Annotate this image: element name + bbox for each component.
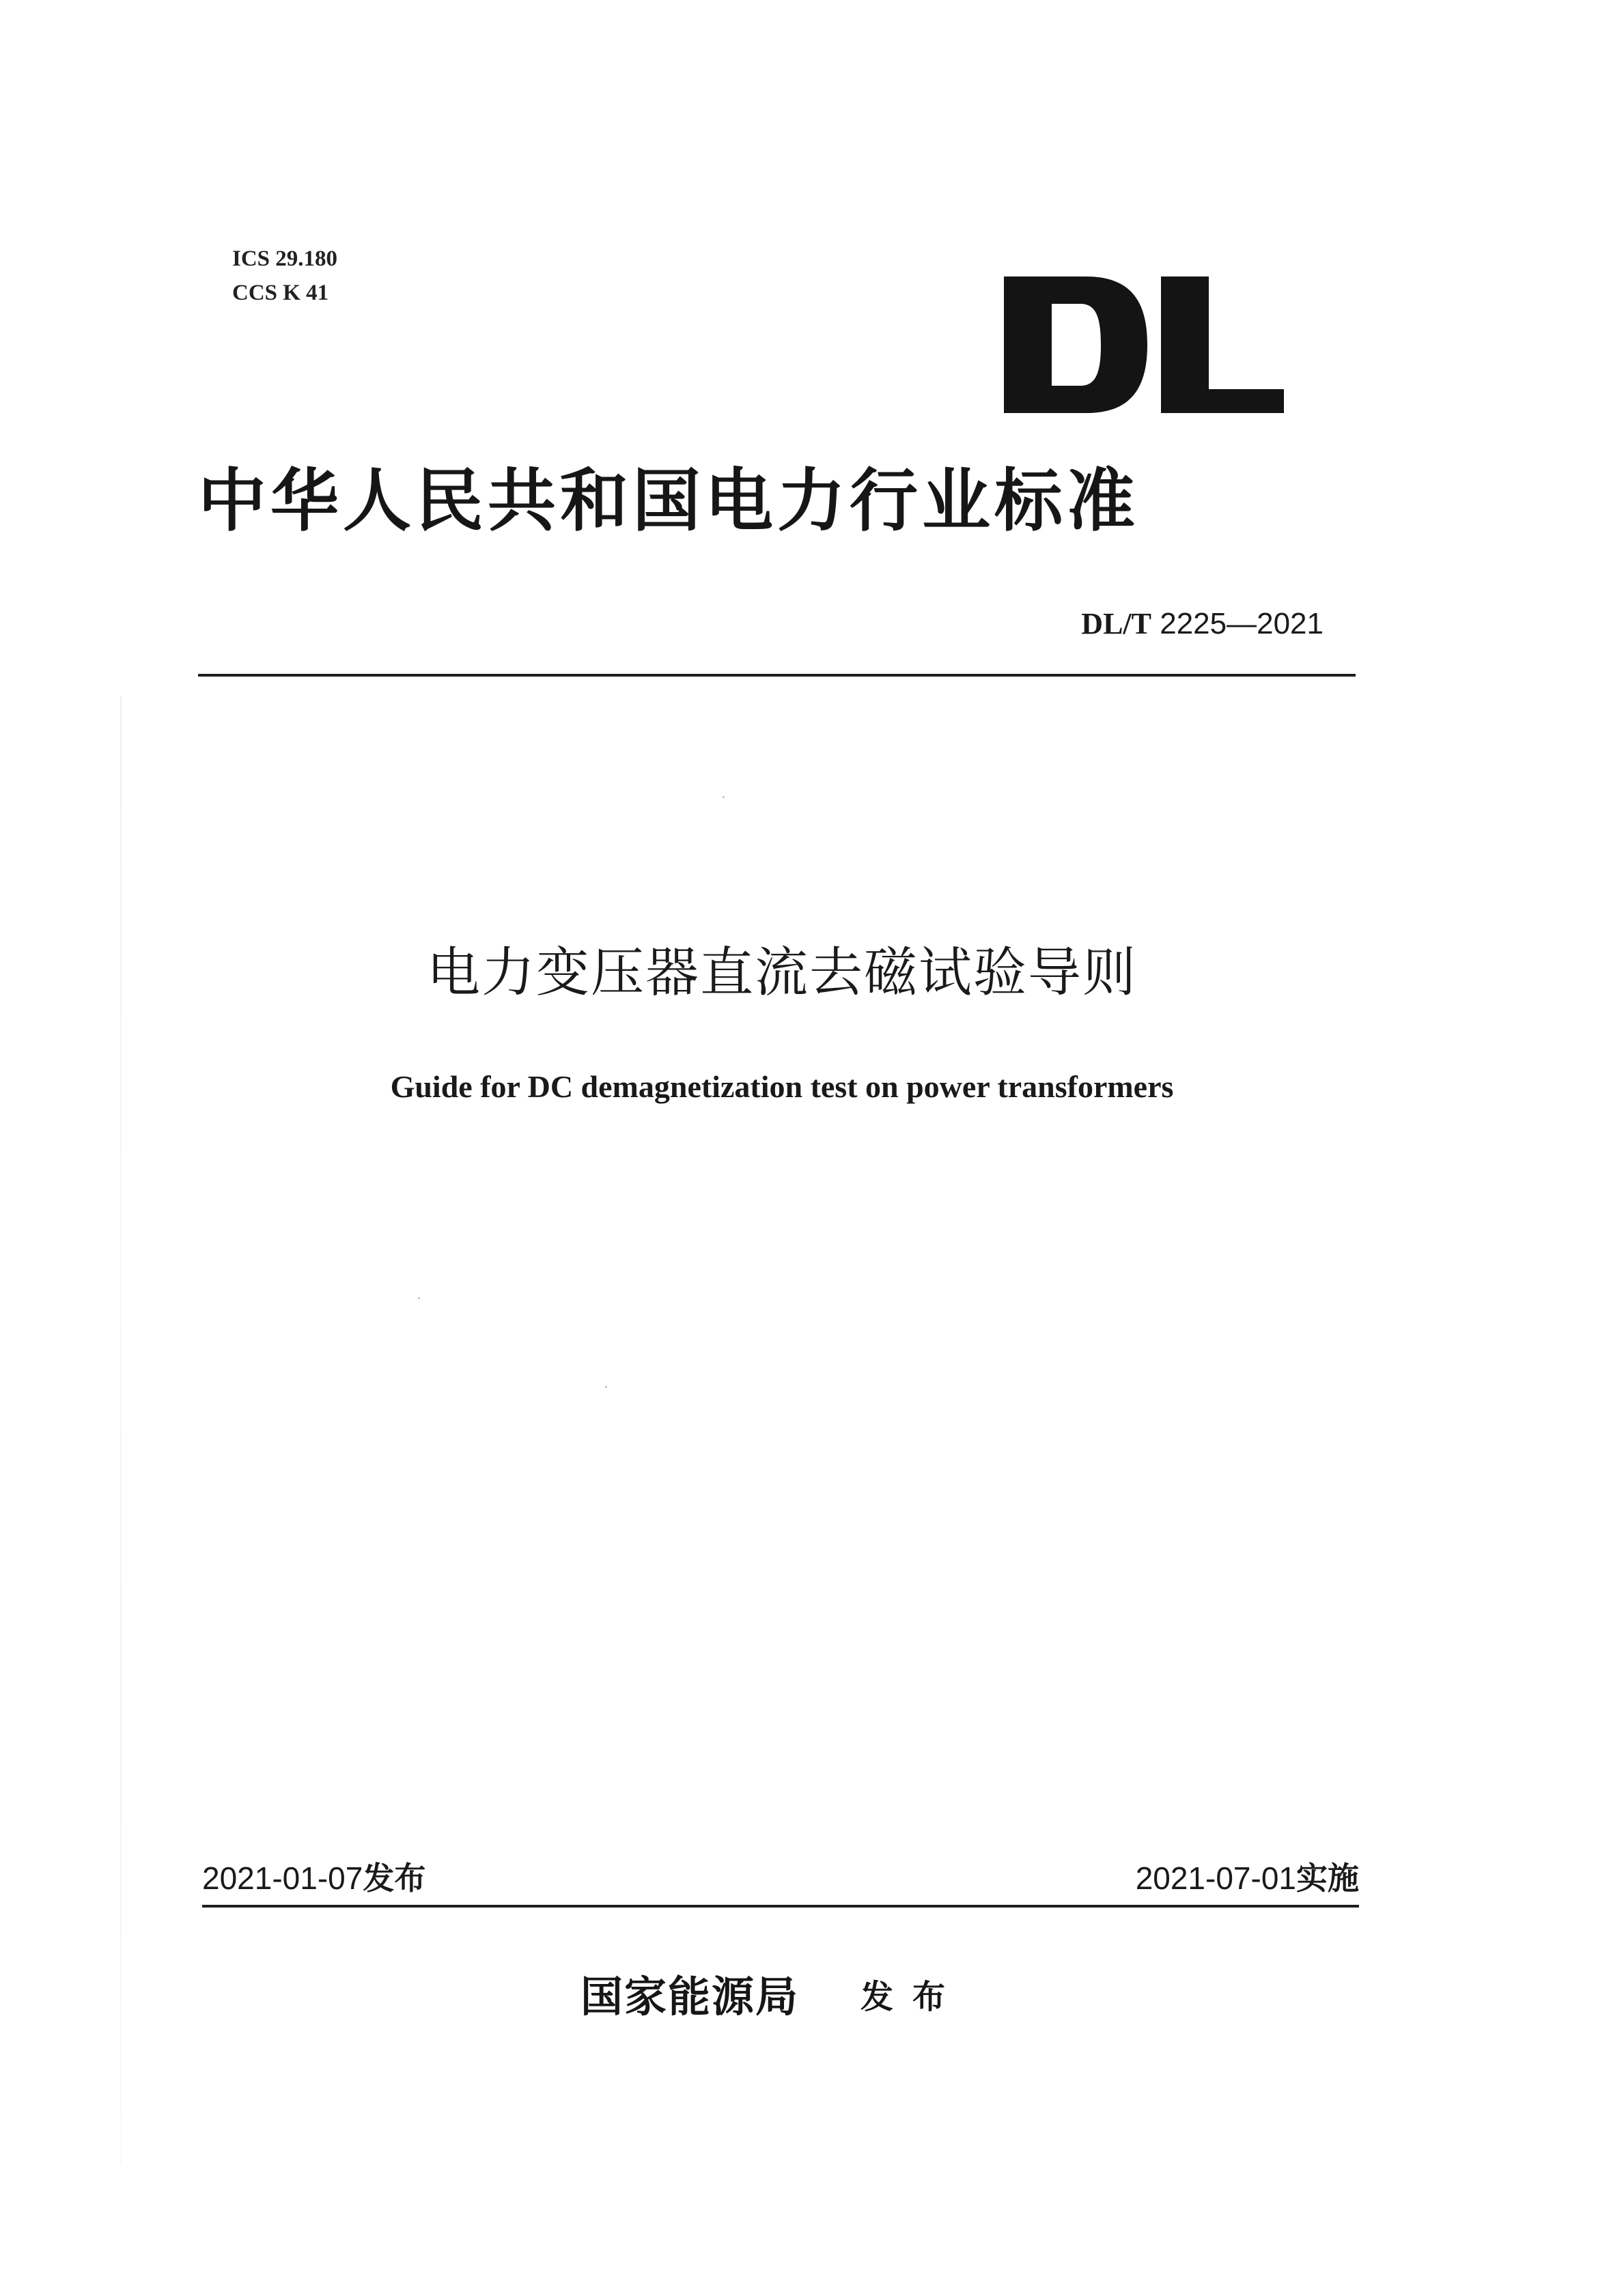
- date-row: [202, 1854, 1359, 1902]
- issue-date-label: 发布: [363, 1860, 426, 1897]
- classification-codes: [232, 242, 337, 310]
- effective-date: [1136, 1854, 1359, 1902]
- issuer: [580, 1966, 964, 2028]
- footer-divider: [202, 1905, 1359, 1908]
- industry-standard-title: 中华人民共和国电力行业标准: [198, 460, 1139, 541]
- title-english: Guide for DC demagnetization test on power transformers: [390, 1069, 1174, 1104]
- ics-code: ICS 29.180: [232, 246, 338, 271]
- standard-number-value: 2225—2021: [1160, 607, 1324, 640]
- standard-number-prefix: DL/T: [1081, 607, 1151, 640]
- header-divider: [198, 674, 1356, 677]
- issuer-organization: 国家能源局: [580, 1972, 800, 2022]
- effective-date-label: 实施: [1296, 1860, 1359, 1897]
- dl-logo: [1004, 277, 1284, 413]
- standard-number: [1081, 605, 1324, 643]
- scan-edge-shadow: [120, 696, 122, 2164]
- title-chinese: 电力变压器直流去磁试验导则: [426, 942, 1137, 1004]
- issue-date: [202, 1854, 425, 1902]
- issue-date-value: 2021-01-07: [202, 1860, 363, 1896]
- scan-speck: [418, 1297, 420, 1299]
- scan-speck: [723, 796, 725, 798]
- scan-speck: [605, 1386, 607, 1388]
- ccs-code: CCS K 41: [232, 281, 329, 305]
- issuer-verb: 发布: [860, 1978, 965, 2016]
- dl-logo-mark: [1004, 277, 1284, 413]
- effective-date-value: 2021-07-01: [1135, 1860, 1296, 1896]
